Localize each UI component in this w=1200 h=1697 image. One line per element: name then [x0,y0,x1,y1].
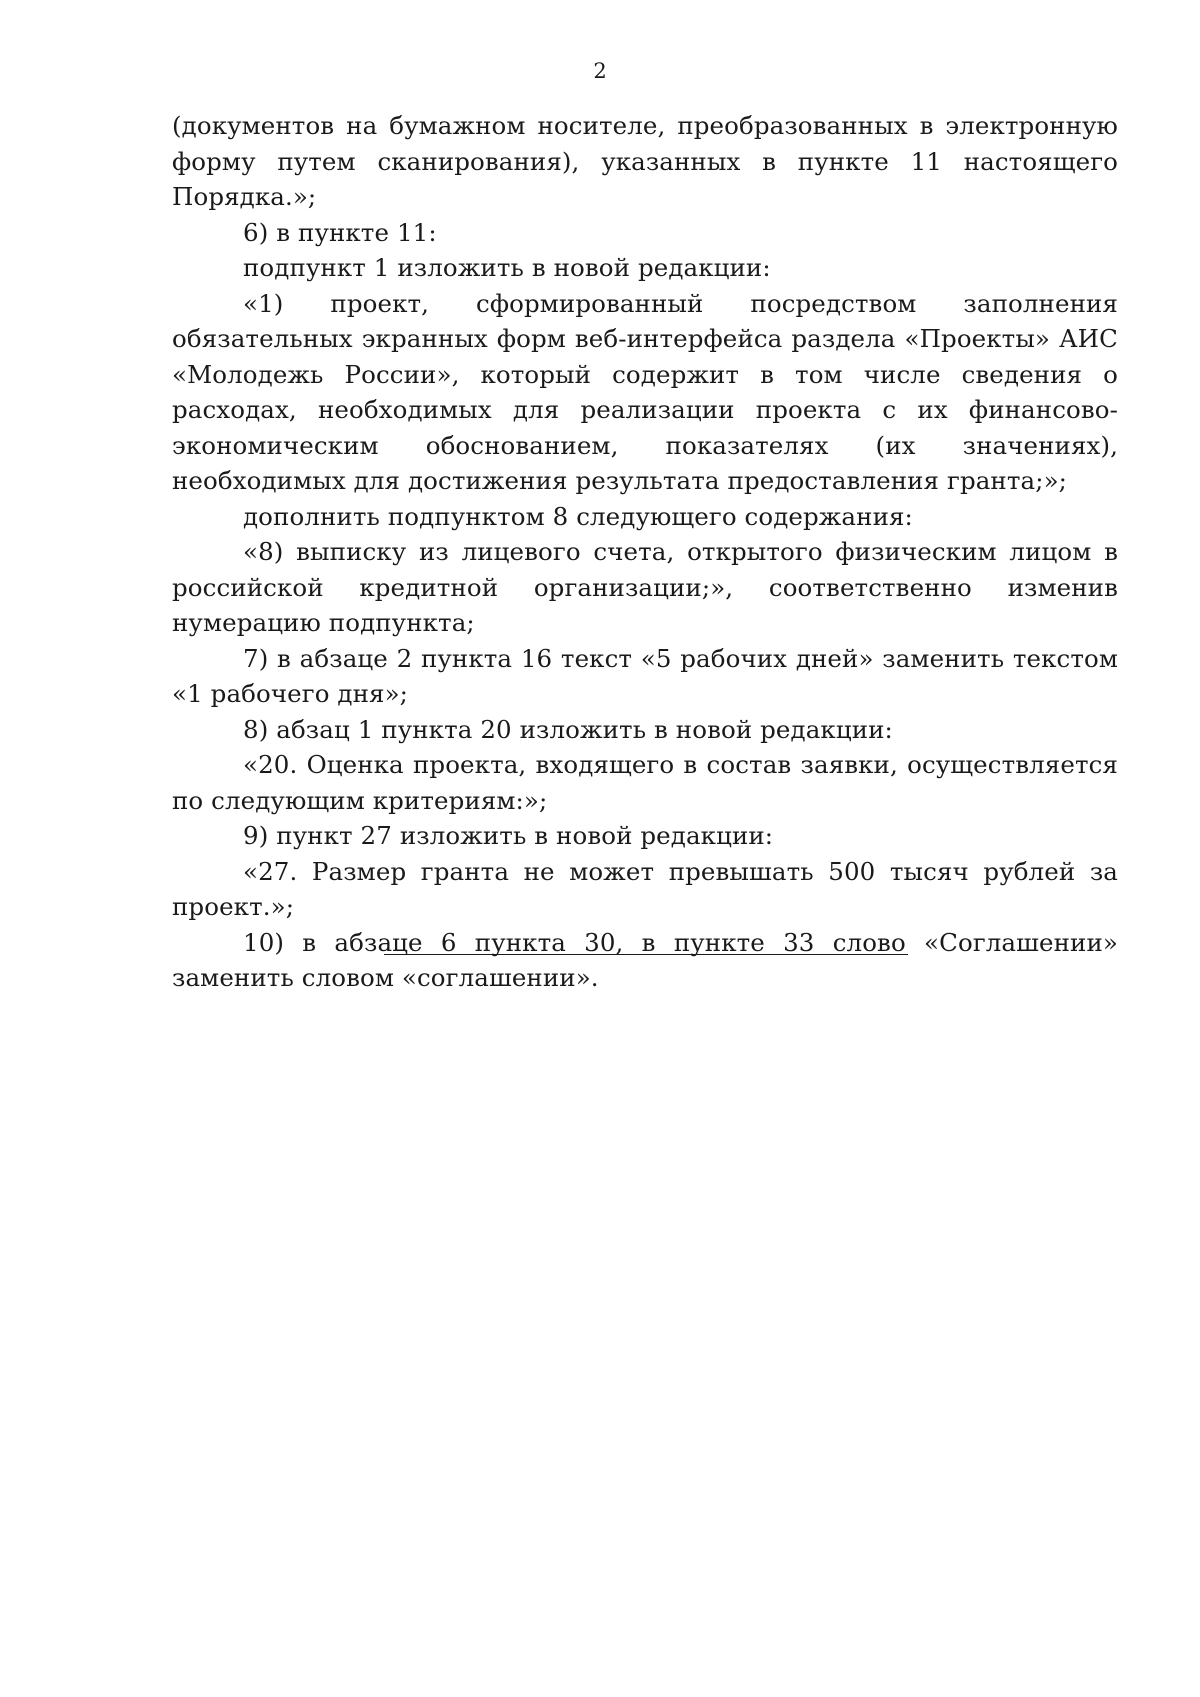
paragraph-continuation: (документов на бумажном носителе, преобразованных в электронную форму путем сканирования), указанных в пункте 11 настоящего Порядка.»; [172,111,1118,211]
page-number: 2 [593,59,607,83]
paragraph-item-20-text: «20. Оценка проекта, входящего в состав заявки, осуществляется по следующим критериям:»; [172,750,1118,815]
end-of-document-rule [384,954,908,955]
document-body [172,108,1118,996]
paragraph-subitem-8-intro: дополнить подпунктом 8 следующего содержания: [243,501,913,531]
paragraph-item-9: 9) пункт 27 изложить в новой редакции: [243,821,774,850]
paragraph-item-27-text: «27. Размер гранта не может превышать 500 тысяч рублей за проект.»; [172,856,1118,921]
paragraph-item-7: 7) в абзаце 2 пункта 16 текст «5 рабочих дней» заменить текстом «1 рабочего дня»; [172,643,1118,708]
paragraph-subitem-1-text: «1) проект, сформированный посредством заполнения обязательных экранных форм веб-интерфейса раздела «Проекты» АИС «Молодежь России», который содержит в том числе сведения о расходах, необходимых для реализации проекта с их финансово-экономическим обоснованием, показателях (их значениях), необходимых для достижения результата предоставления гранта;»; [172,288,1118,495]
paragraph-subitem-1-intro: подпункт 1 изложить в новой редакции: [243,253,771,282]
paragraph-subitem-8-text: «8) выписку из лицевого счета, открытого физическим лицом в российской кредитной организации;», соответственно изменив нумерацию подпункта; [172,537,1118,637]
paragraph-item-10: 10) в абзаце 6 пункта 30, в пункте 33 слово «Соглашении» заменить словом «соглашении». [172,927,1118,992]
paragraph-item-8: 8) абзац 1 пункта 20 изложить в новой редакции: [243,714,893,744]
paragraph-item-6: 6) в пункте 11: [243,217,437,247]
